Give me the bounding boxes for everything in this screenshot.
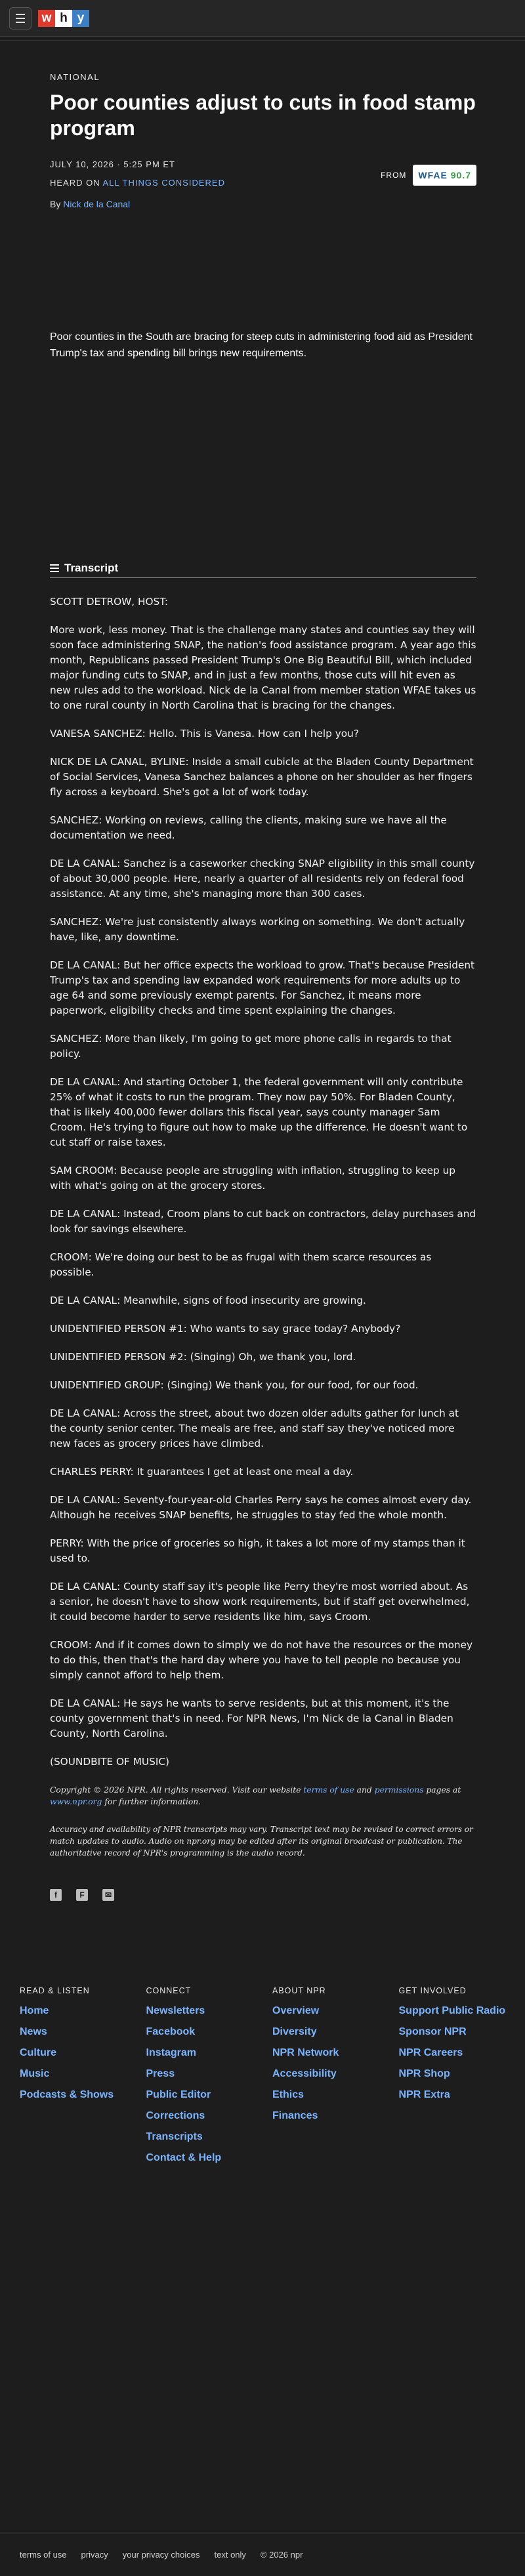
footer-link[interactable]: Sponsor NPR [398,2026,467,2037]
transcript-icon [50,564,59,572]
transcript-paragraph: NICK DE LA CANAL, BYLINE: Inside a small cubicle at the Bladen County Department of Social Services, Vanesa Sanchez balances a phone on her shoulder as her fingers fly across a keyboard. She's got a lot of work today. [50,756,474,798]
copyright-label: © 2026 npr [260,2550,303,2560]
transcript-paragraph: SANCHEZ: We're just consistently always working on something. We don't actually have, like, any downtime. [50,916,465,943]
menu-bar [16,14,25,15]
terms-of-use-link[interactable]: terms of use [303,1785,354,1795]
article-date: JULY 10, 2026 · 5:25 PM ET [50,159,175,169]
transcript-paragraph: DE LA CANAL: County staff say it's people like Perry they're most worried about. As a senior, he doesn't have to show work requirements, but if staff get overwhelmed, it could become harder to serve residents like him, says Croom. [50,1581,470,1623]
transcript-paragraph: DE LA CANAL: He says he wants to serve residents, but at this moment, it's the county government that's in need. For NPR News, I'm Nick de la Canal in Bladen County, North Carolina. [50,1697,453,1739]
by-label: By [50,199,61,209]
transcript-heading [50,562,476,578]
footer-link[interactable]: NPR Shop [398,2068,450,2079]
footer-link[interactable]: Press [146,2068,175,2079]
footer-link[interactable]: Home [20,2005,49,2016]
station-logo[interactable] [38,10,89,27]
transcript-paragraph: DE LA CANAL: Across the street, about two dozen older adults gather for lunch at the county senior center. The meals are free, and staff say they've noticed more new faces as grocery prices have climbed. [50,1407,459,1449]
copyright-text: for further information. [102,1797,201,1806]
footer-link[interactable]: NPR Network [272,2047,339,2058]
footer-columns [20,1986,525,2172]
transcript-paragraph: SCOTT DETROW, HOST: [50,596,169,608]
share-tools [50,1889,476,1901]
footer-column [272,1986,399,2172]
footer-link[interactable]: Instagram [146,2047,196,2058]
site-header [0,0,525,37]
footer-column-heading: READ & LISTEN [20,1986,90,1995]
footer-link[interactable]: Overview [272,2005,320,2016]
article-title: Poor counties adjust to cuts in food stamp program [50,91,476,140]
footer-column-heading: GET INVOLVED [398,1986,467,1995]
footer-link[interactable]: Culture [20,2047,56,2058]
article-container [50,72,476,1901]
section-label[interactable]: NATIONAL [50,72,100,82]
footer-link[interactable]: Finances [272,2110,318,2121]
site-link[interactable]: www.npr.org [50,1797,102,1806]
footer-link[interactable]: Facebook [146,2026,196,2037]
footer-column [399,1986,525,2172]
footer-link[interactable]: Corrections [146,2110,205,2121]
transcript-paragraph: PERRY: With the price of groceries so high, it takes a lot more of my stamps than it used to. [50,1537,465,1564]
footer-link[interactable]: Transcripts [146,2131,203,2142]
article-teaser: Poor counties in the South are bracing for steep cuts in administering food aid as President Trump's tax and spending bill brings new requirements. [50,331,472,359]
menu-bar [16,22,25,23]
permissions-link[interactable]: permissions [374,1785,424,1795]
copyright-notice [50,1784,476,1808]
byline [50,199,225,209]
copyright-text: Copyright © 2026 NPR. All rights reserved. Visit our website [50,1785,304,1795]
hamburger-menu-icon[interactable] [9,7,32,30]
transcript-paragraph: UNIDENTIFIED GROUP: (Singing) We thank you, for our food, for our food. [50,1379,419,1391]
transcript-paragraph: CHARLES PERRY: It guarantees I get at least one meal a day. [50,1466,354,1478]
footer-link[interactable]: Support Public Radio [398,2005,506,2016]
footer-link[interactable]: Contact & Help [146,2152,222,2163]
footer-column-heading: ABOUT NPR [272,1986,326,1995]
site-footer [0,1986,525,2172]
footer-link[interactable]: Newsletters [146,2005,205,2016]
email-icon[interactable]: ✉ [102,1889,114,1901]
footer-column [20,1986,146,2172]
copyright-text: and [354,1785,375,1795]
transcript-paragraph: UNIDENTIFIED PERSON #1: Who wants to say grace today? Anybody? [50,1323,401,1335]
logo-letter: w [38,10,55,27]
transcript-paragraph: CROOM: And if it comes down to simply we do not have the resources or the money to do this, then that's the hard day where you have to tell people no because you simply cannot afford to help them. [50,1639,473,1681]
footer-link[interactable]: News [20,2026,47,2037]
footer-legal-bar [0,2533,525,2576]
header-divider [0,37,525,41]
transcript-paragraph: DE LA CANAL: Seventy-four-year-old Charles Perry says he comes almost every day. Although he receives SNAP benefits, he struggles to stay fed the whole month. [50,1494,472,1521]
transcript-accuracy-note: Accuracy and availability of NPR transcripts may vary. Transcript text may be revised to correct errors or match updates to audio. Audio on npr.org may be edited after its original broadcast or publication. The authoritative record of NPR's programming is the audio record. [50,1825,473,1858]
heard-on [50,178,225,188]
transcript-paragraph: More work, less money. That is the challenge many states and counties say they will soon face administering SNAP, the nation's food assistance program. A year ago this month, Republicans passed President Trump's One Big Beautiful Bill, which included major funding cuts to SNAP, and in just a few months, those cuts will hit even as new rules add to the workload. Nick de la Canal from member station WFAE takes us to one rural county in North Carolina that is bracing for the changes. [50,624,476,711]
footer-link[interactable]: NPR Careers [398,2047,463,2058]
menu-bar [16,18,25,19]
copyright-text: pages at [423,1785,461,1795]
transcript-paragraph: DE LA CANAL: But her office expects the workload to grow. That's because President Trump's tax and spending law expanded work requirements for more adults up to age 64 and some previously exempt parents. For Sanchez, it means more paperwork, eligibility checks and time spent explaining the changes. [50,959,475,1016]
transcript-paragraph: VANESA SANCHEZ: Hello. This is Vanesa. How can I help you? [50,728,359,739]
footer-column-heading: CONNECT [146,1986,192,1995]
station-frequency: 90.7 [450,170,471,180]
logo-letter: y [72,10,89,27]
transcript-paragraph: DE LA CANAL: Instead, Croom plans to cut back on contractors, delay purchases and look for savings elsewhere. [50,1208,476,1235]
station-badge[interactable] [413,165,476,186]
transcript-paragraph: SANCHEZ: More than likely, I'm going to get more phone calls in regards to that policy. [50,1033,452,1060]
transcript-title: Transcript [64,562,119,574]
program-link[interactable]: ALL THINGS CONSIDERED [102,178,225,188]
transcript-paragraph: DE LA CANAL: Meanwhile, signs of food insecurity are growing. [50,1295,366,1306]
transcript-paragraph: UNIDENTIFIED PERSON #2: (Singing) Oh, we thank you, lord. [50,1351,356,1363]
footer-link[interactable]: Podcasts & Shows [20,2089,114,2100]
flipboard-icon[interactable]: F [76,1889,88,1901]
from-label: FROM [381,171,407,180]
from-station [381,165,476,186]
transcript-paragraph: DE LA CANAL: Sanchez is a caseworker checking SNAP eligibility in this small county of about 30,000 people. Here, nearly a quarter of all residents rely on federal food assistance. At any time, she's managing more than 300 cases. [50,858,475,900]
station-name: WFAE [418,170,448,180]
transcript-paragraph: (SOUNDBITE OF MUSIC) [50,1756,169,1768]
logo-letter: h [55,10,72,27]
transcript-body [50,594,476,1770]
facebook-icon[interactable]: f [50,1889,62,1901]
transcript-paragraph: CROOM: We're doing our best to be as frugal with them scarce resources as possible. [50,1251,432,1278]
article-meta [50,159,476,209]
footer-column [146,1986,273,2172]
transcript-paragraph: DE LA CANAL: And starting October 1, the federal government will only contribute 25% of what it costs to run the program. They now pay 50%. For Bladen County, that is likely 400,000 fewer dollars this fiscal year, says county manager Sam Croom. He's trying to figure out how to make up the difference. He doesn't want to cut staff or raise taxes. [50,1076,468,1148]
transcript-paragraph: SAM CROOM: Because people are struggling with inflation, struggling to keep up with what's going on at the grocery stores. [50,1165,455,1192]
footer-link[interactable]: Music [20,2068,50,2079]
legal-link[interactable]: text only [214,2550,246,2560]
legal-link[interactable]: privacy [81,2550,108,2560]
footer-link[interactable]: NPR Extra [398,2089,450,2100]
transcript-paragraph: SANCHEZ: Working on reviews, calling the clients, making sure we have all the documentation we need. [50,814,447,841]
footer-link[interactable]: Ethics [272,2089,304,2100]
footer-link[interactable]: Accessibility [272,2068,337,2079]
footer-link[interactable]: Public Editor [146,2089,211,2100]
heard-on-label: HEARD ON [50,178,100,188]
legal-link[interactable]: terms of use [20,2550,67,2560]
legal-link[interactable]: your privacy choices [122,2550,200,2560]
author-link[interactable]: Nick de la Canal [63,199,131,209]
footer-link[interactable]: Diversity [272,2026,317,2037]
